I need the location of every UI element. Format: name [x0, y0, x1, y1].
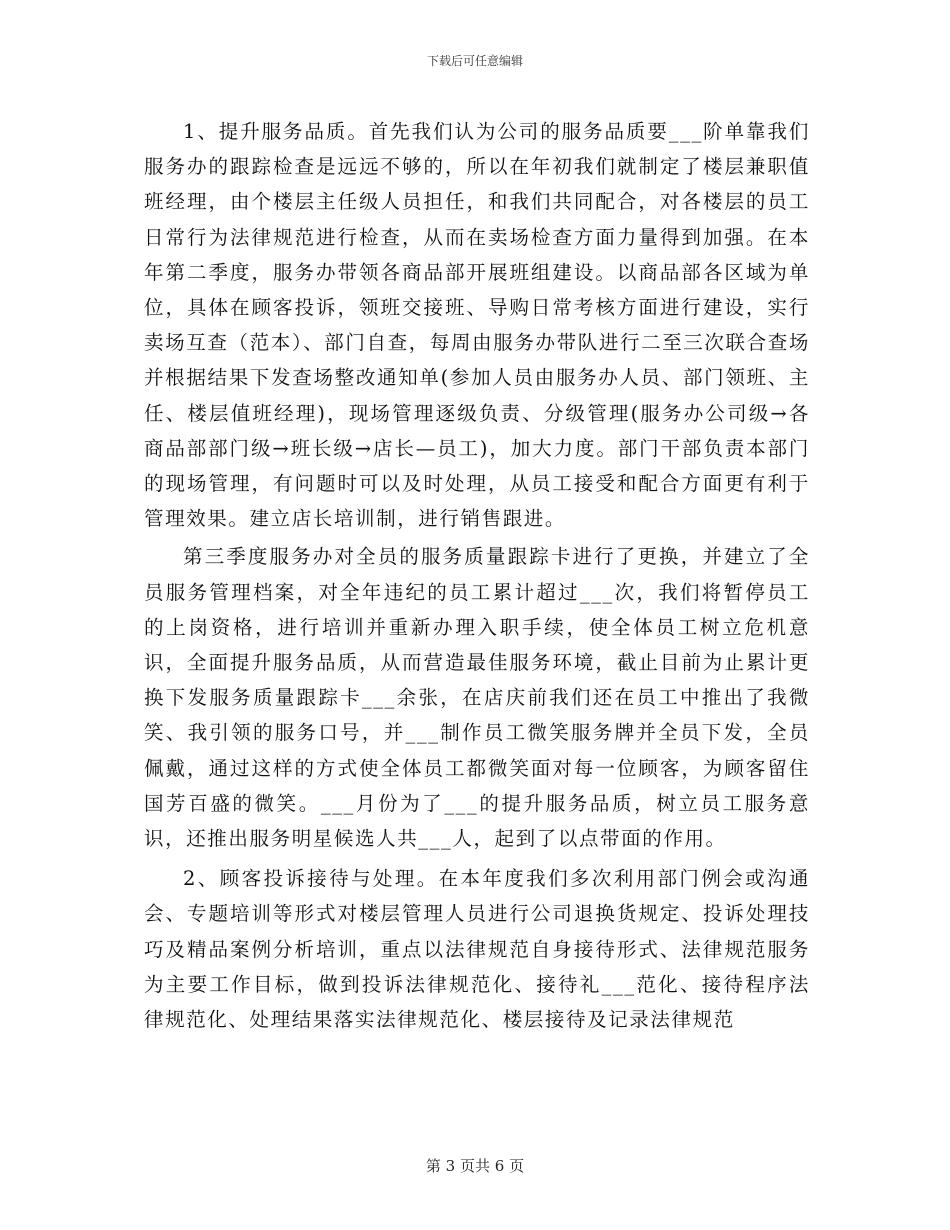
paragraph-complaint-handling: 2、顾客投诉接待与处理。在本年度我们多次利用部门例会或沟通会、专题培训等形式对楼层管理人员进行公司退换货规定、投诉处理技巧及精品案例分析培训，重点以法律规范自身接待形式、法律规范服务为主要工作目标，做到投诉法律规范化、接待礼___范化、接待程序法律规范化、处理结果落实法律规范化、楼层接待及记录法律规范	[144, 867, 810, 1032]
page-footer: 第 3 页共 6 页	[425, 1157, 525, 1175]
page-header: 下载后可任意编辑	[426, 54, 523, 68]
paragraph-third-quarter: 第三季度服务办对全员的服务质量跟踪卡进行了更换，并建立了全员服务管理档案，对全年违纪的员工累计超过___次，我们将暂停员工的上岗资格，进行培训并重新办理入职手续，使全体员工树立危机意识，全面提升服务品质，从而营造最佳服务环境，截止目前为止累计更换下发服务质量跟踪卡___余张，在店庆前我们还在员工中推出了我微笑、我引领的服务口号，并___制作员工微笑服务牌并全员下发，全员佩戴，通过这样的方式使全体员工都微笑面对每一位顾客，为顾客留住国芳百盛的微笑。___月份为了___的提升服务品质，树立员工服务意识，还推出服务明星候选人共___人，起到了以点带面的作用。	[144, 545, 810, 851]
document-body	[144, 114, 810, 1037]
paragraph-service-quality: 1、提升服务品质。首先我们认为公司的服务品质要___阶单靠我们服务办的跟踪检查是远远不够的，所以在年初我们就制定了楼层兼职值班经理，由个楼层主任级人员担任，和我们共同配合，对各楼层的员工日常行为法律规范进行检查，从而在卖场检查方面力量得到加强。在本年第二季度，服务办带领各商品部开展班组建设。以商品部各区域为单位，具体在顾客投诉，领班交接班、导购日常考核方面进行建设，实行卖场互查（范本）、部门自查，每周由服务办带队进行二至三次联合查场并根据结果下发查场整改通知单(参加人员由服务办人员、部门领班、主任、楼层值班经理)，现场管理逐级负责、分级管理(服务办公司级→各商品部部门级→班长级→店长—员工)，加大力度。部门干部负责本部门的现场管理，有问题时可以及时处理，从员工接受和配合方面更有利于管理效果。建立店长培训制，进行销售跟进。	[144, 120, 810, 531]
